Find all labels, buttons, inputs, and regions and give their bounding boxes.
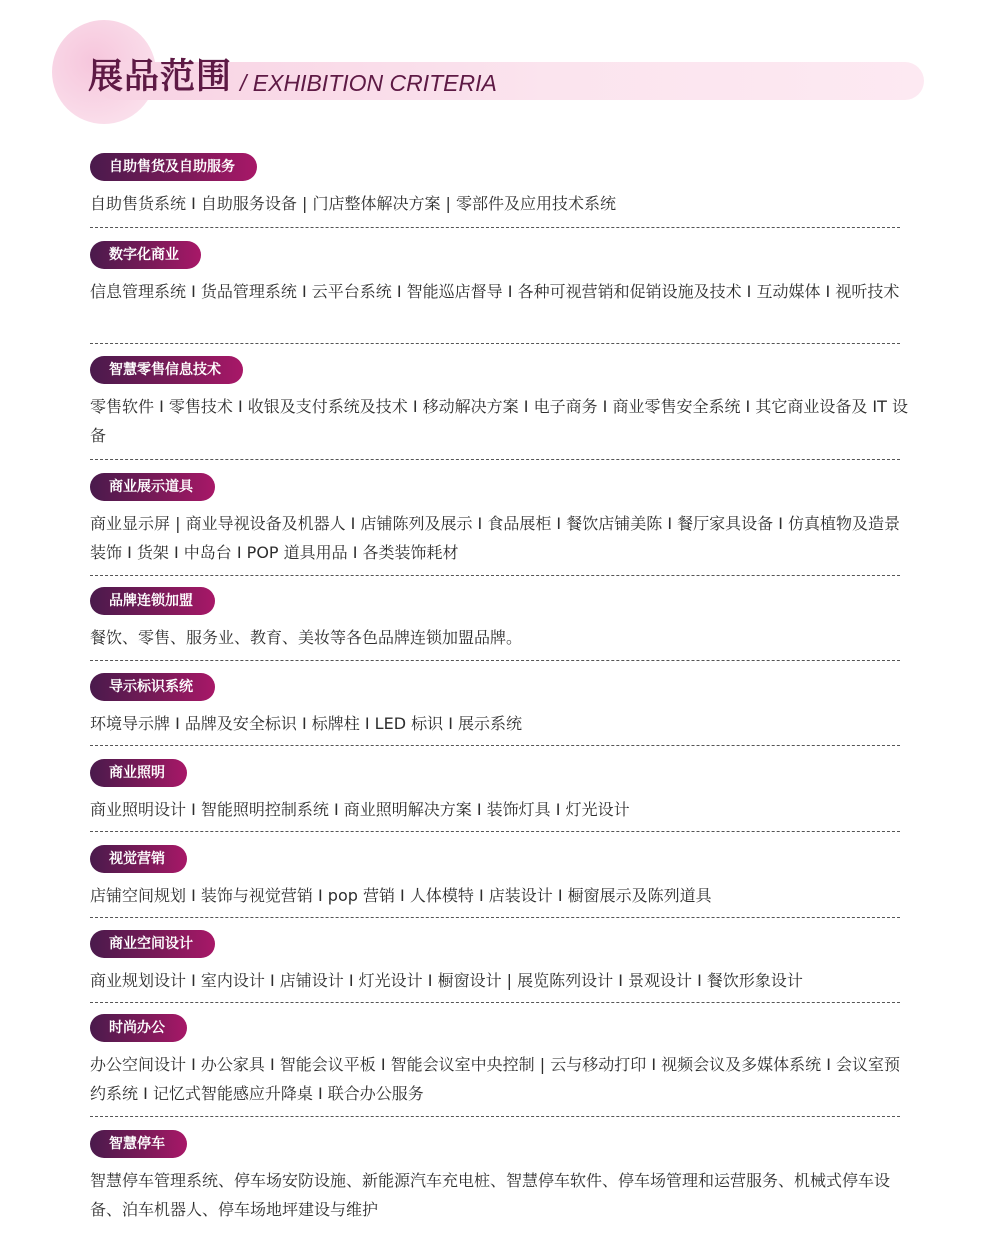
category-items: 智慧停车管理系统、停车场安防设施、新能源汽车充电桩、智慧停车软件、停车场管理和运营服务、机械式停车设备、泊车机器人、停车场地坪建设与维护: [90, 1171, 891, 1219]
dashed-divider: [90, 917, 900, 918]
category-badge: 品牌连锁加盟: [90, 587, 215, 615]
category-badge: 商业照明: [90, 759, 187, 787]
dashed-divider: [90, 343, 900, 344]
category-items: 环境导示牌 I 品牌及安全标识 I 标牌柱 I LED 标识 I 展示系统: [90, 714, 522, 733]
category-items: 信息管理系统 I 货品管理系统 I 云平台系统 I 智能巡店督导 I 各种可视营销和促销设施及技术 I 互动媒体 I 视听技术: [90, 282, 900, 301]
category-badge: 自助售货及自助服务: [90, 153, 257, 181]
category-badge: 智慧零售信息技术: [90, 356, 243, 384]
category-section: [0, 587, 1000, 673]
category-section: [0, 473, 1000, 587]
category-badge: 商业空间设计: [90, 930, 215, 958]
category-items: 办公空间设计 I 办公家具 I 智能会议平板 I 智能会议室中央控制 | 云与移动打印 I 视频会议及多媒体系统 I 会议室预约系统 I 记忆式智能感应升降桌 I 联合办公服务: [90, 1055, 901, 1103]
page-title: 展品范围: [88, 57, 233, 97]
category-items: 店铺空间规划 I 装饰与视觉营销 I pop 营销 I 人体模特 I 店装设计 I 橱窗展示及陈列道具: [90, 886, 712, 905]
category-badge: 商业展示道具: [90, 473, 215, 501]
dashed-divider: [90, 1002, 900, 1003]
dashed-divider: [90, 831, 900, 832]
category-items: 餐饮、零售、服务业、教育、美妆等各色品牌连锁加盟品牌。: [90, 628, 523, 647]
category-section: [0, 845, 1000, 930]
dashed-divider: [90, 745, 900, 746]
dashed-divider: [90, 660, 900, 661]
category-badge: 时尚办公: [90, 1014, 187, 1042]
category-section: [0, 930, 1000, 1014]
category-section: [0, 759, 1000, 845]
category-items: 商业规划设计 I 室内设计 I 店铺设计 I 灯光设计 I 橱窗设计 | 展览陈列设计 I 景观设计 I 餐饮形象设计: [90, 971, 803, 990]
category-section: [0, 356, 1000, 473]
category-list: [0, 153, 1000, 1230]
category-badge: 导示标识系统: [90, 673, 215, 701]
dashed-divider: [90, 575, 900, 576]
category-section: [0, 153, 1000, 241]
category-items: 零售软件 I 零售技术 I 收银及支付系统及技术 I 移动解决方案 I 电子商务 I 商业零售安全系统 I 其它商业设备及 IT 设备: [90, 397, 909, 445]
dashed-divider: [90, 1116, 900, 1117]
category-badge: 数字化商业: [90, 241, 201, 269]
category-items: 商业显示屏 | 商业导视设备及机器人 I 店铺陈列及展示 I 食品展柜 I 餐饮店铺美陈 I 餐厅家具设备 I 仿真植物及造景装饰 I 货架 I 中岛台 I POP 道具用品 I 各类装饰耗材: [90, 514, 901, 562]
page-subtitle: / EXHIBITION CRITERIA: [240, 70, 497, 96]
category-section: [0, 673, 1000, 759]
category-items: 自助售货系统 I 自助服务设备 | 门店整体解决方案 | 零部件及应用技术系统: [90, 194, 617, 213]
category-section: [0, 1014, 1000, 1130]
dashed-divider: [90, 459, 900, 460]
category-section: [0, 241, 1000, 356]
category-items: 商业照明设计 I 智能照明控制系统 I 商业照明解决方案 I 装饰灯具 I 灯光设计: [90, 800, 630, 819]
category-badge: 视觉营销: [90, 845, 187, 873]
category-badge: 智慧停车: [90, 1130, 187, 1158]
category-section: [0, 1130, 1000, 1230]
dashed-divider: [90, 227, 900, 228]
